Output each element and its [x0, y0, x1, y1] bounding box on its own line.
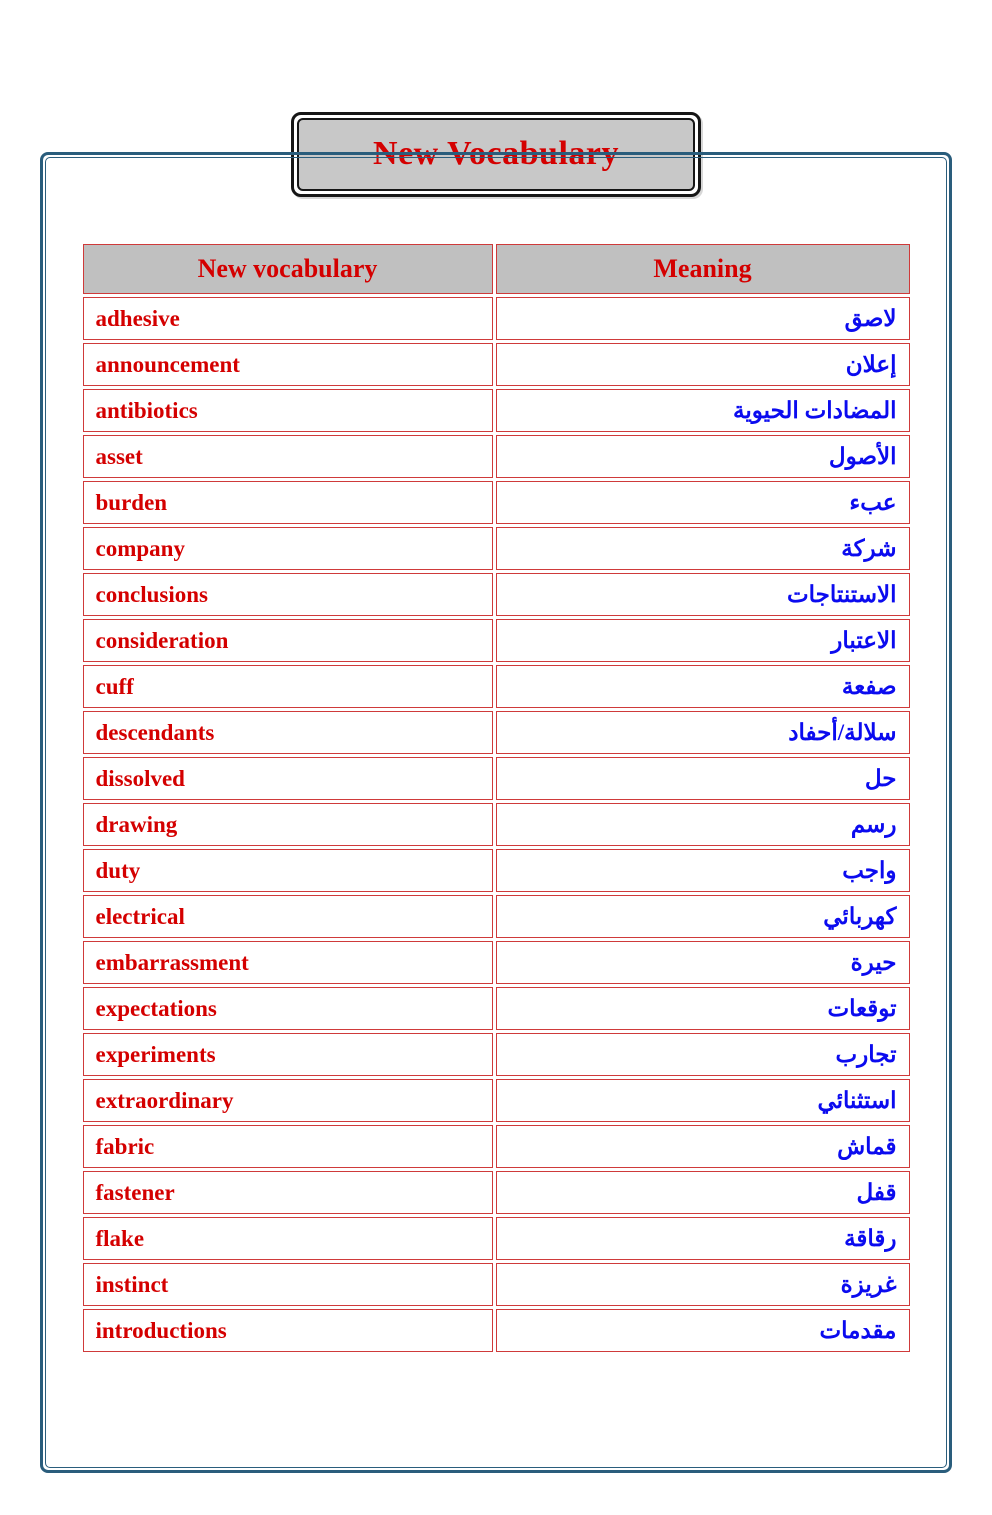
word-cell: duty	[83, 849, 493, 892]
table-row	[83, 941, 910, 984]
meaning-cell: سلالة/أحفاد	[496, 711, 910, 754]
word-cell: descendants	[83, 711, 493, 754]
meaning-cell: مقدمات	[496, 1309, 910, 1352]
table-row	[83, 297, 910, 340]
table-row	[83, 435, 910, 478]
word-cell: consideration	[83, 619, 493, 662]
word-cell: antibiotics	[83, 389, 493, 432]
word-cell: introductions	[83, 1309, 493, 1352]
meaning-cell: المضادات الحيوية	[496, 389, 910, 432]
meaning-cell: رسم	[496, 803, 910, 846]
document-page	[0, 112, 992, 1515]
meaning-cell: الاعتبار	[496, 619, 910, 662]
meaning-cell: إعلان	[496, 343, 910, 386]
meaning-cell: صفعة	[496, 665, 910, 708]
word-cell: instinct	[83, 1263, 493, 1306]
meaning-cell: قماش	[496, 1125, 910, 1168]
word-cell: flake	[83, 1217, 493, 1260]
word-cell: electrical	[83, 895, 493, 938]
meaning-cell: لاصق	[496, 297, 910, 340]
vocabulary-table	[80, 241, 913, 1355]
table-row	[83, 895, 910, 938]
meaning-cell: كهربائي	[496, 895, 910, 938]
table-header-row	[83, 244, 910, 294]
meaning-cell: رقاقة	[496, 1217, 910, 1260]
meaning-cell: الاستنتاجات	[496, 573, 910, 616]
title-box	[291, 112, 701, 197]
meaning-cell: حيرة	[496, 941, 910, 984]
word-cell: fastener	[83, 1171, 493, 1214]
word-cell: fabric	[83, 1125, 493, 1168]
word-cell: expectations	[83, 987, 493, 1030]
meaning-cell: حل	[496, 757, 910, 800]
word-cell: drawing	[83, 803, 493, 846]
table-row	[83, 1309, 910, 1352]
table-row	[83, 849, 910, 892]
table-row	[83, 343, 910, 386]
meaning-cell: واجب	[496, 849, 910, 892]
table-row	[83, 1217, 910, 1260]
word-cell: announcement	[83, 343, 493, 386]
page-title: New Vocabulary	[373, 135, 619, 172]
word-cell: experiments	[83, 1033, 493, 1076]
table-row	[83, 987, 910, 1030]
table-row	[83, 619, 910, 662]
meaning-cell: قفل	[496, 1171, 910, 1214]
meaning-cell: تجارب	[496, 1033, 910, 1076]
table-row	[83, 481, 910, 524]
table-row	[83, 665, 910, 708]
column-header-word: New vocabulary	[83, 244, 493, 294]
meaning-cell: الأصول	[496, 435, 910, 478]
table-row	[83, 1171, 910, 1214]
word-cell: conclusions	[83, 573, 493, 616]
word-cell: dissolved	[83, 757, 493, 800]
meaning-cell: شركة	[496, 527, 910, 570]
table-row	[83, 1079, 910, 1122]
table-row	[83, 527, 910, 570]
title-box-inner	[297, 118, 695, 191]
table-row	[83, 573, 910, 616]
word-cell: burden	[83, 481, 493, 524]
meaning-cell: استثنائي	[496, 1079, 910, 1122]
column-header-meaning: Meaning	[496, 244, 910, 294]
word-cell: embarrassment	[83, 941, 493, 984]
table-row	[83, 1125, 910, 1168]
table-row	[83, 711, 910, 754]
word-cell: extraordinary	[83, 1079, 493, 1122]
table-row	[83, 1033, 910, 1076]
table-row	[83, 1263, 910, 1306]
table-row	[83, 803, 910, 846]
meaning-cell: توقعات	[496, 987, 910, 1030]
table-row	[83, 389, 910, 432]
word-cell: company	[83, 527, 493, 570]
vocabulary-table-body	[83, 297, 910, 1352]
word-cell: adhesive	[83, 297, 493, 340]
meaning-cell: غريزة	[496, 1263, 910, 1306]
word-cell: asset	[83, 435, 493, 478]
table-row	[83, 757, 910, 800]
meaning-cell: عبء	[496, 481, 910, 524]
word-cell: cuff	[83, 665, 493, 708]
